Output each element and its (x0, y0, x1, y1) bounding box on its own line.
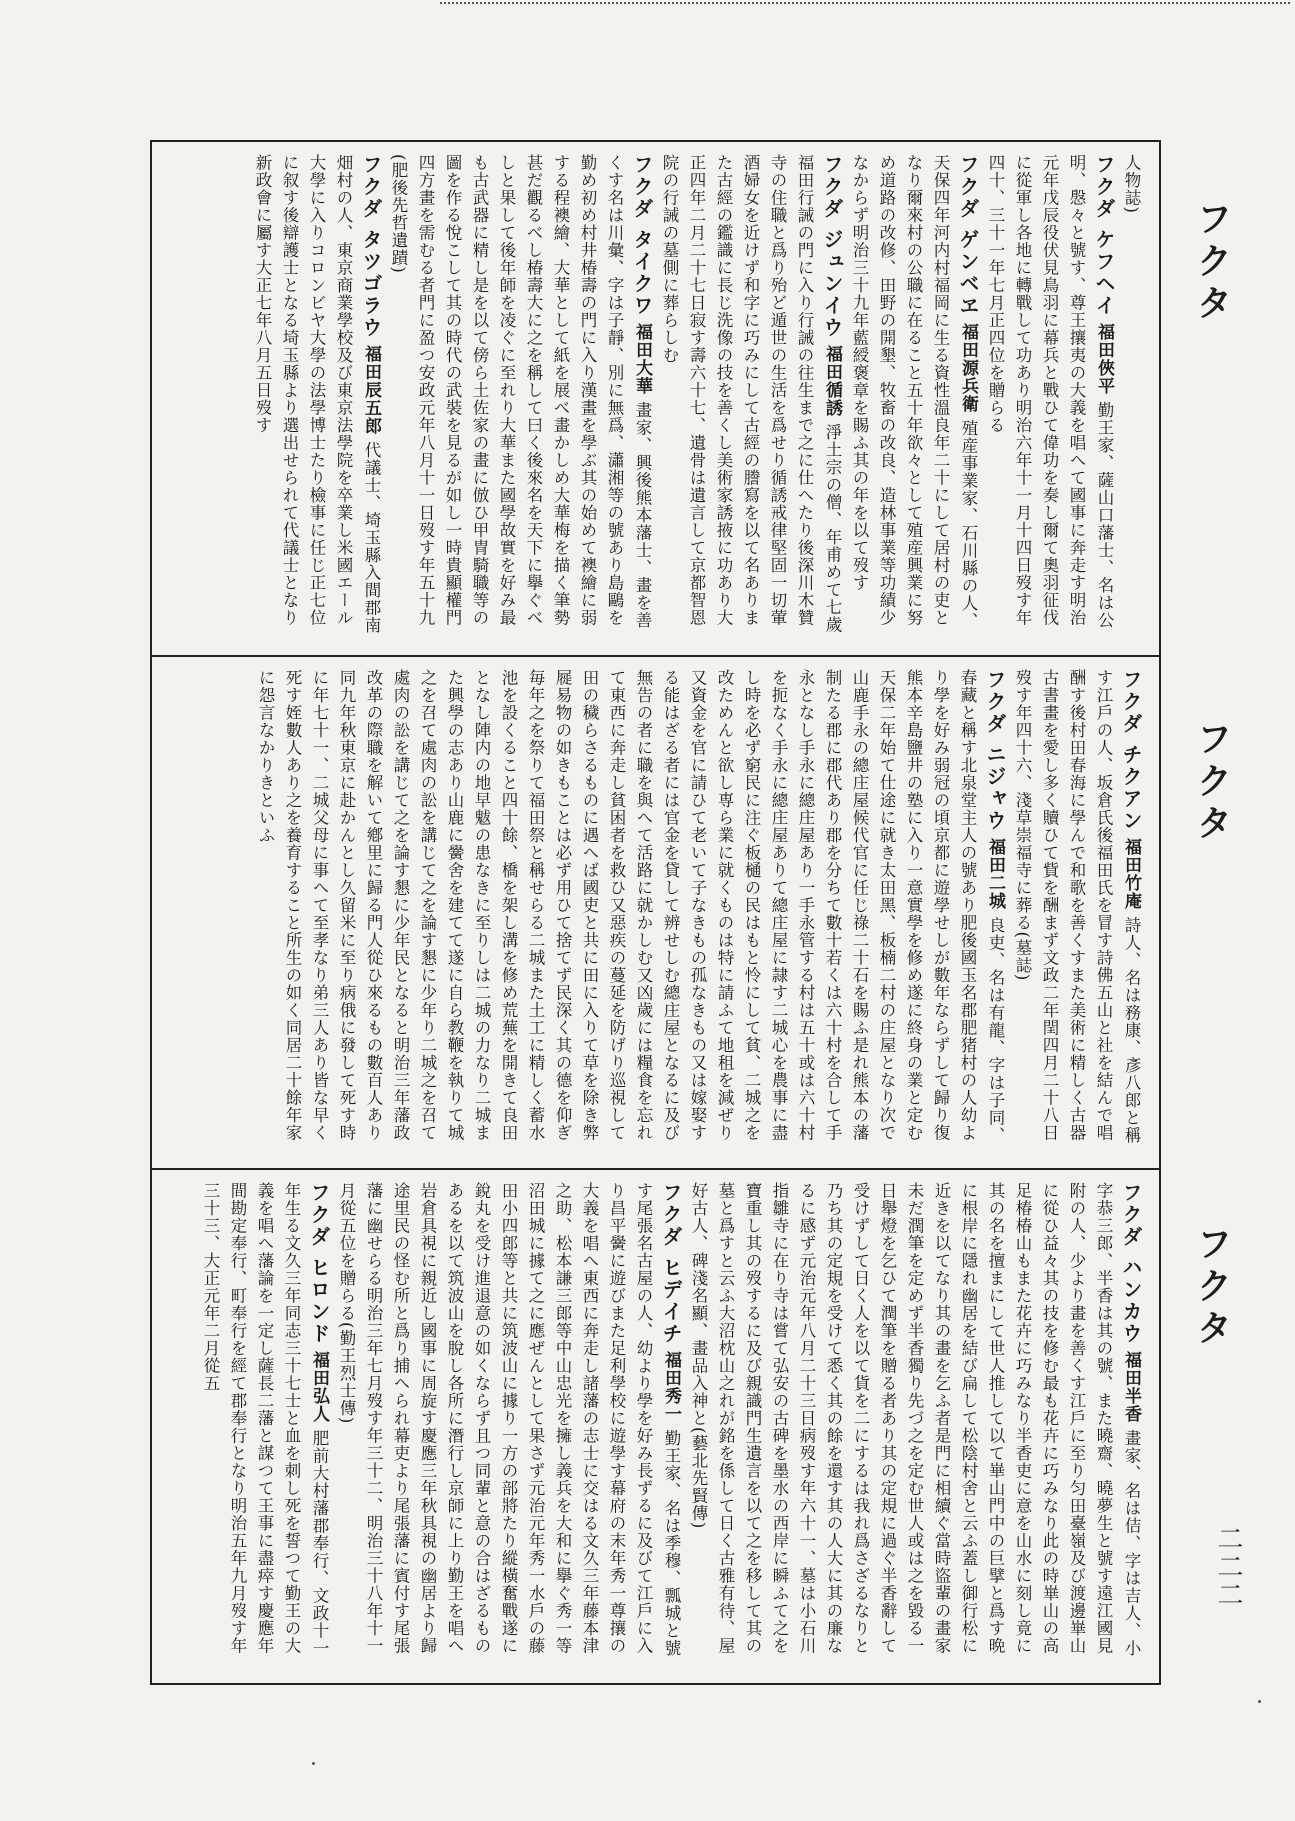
entry-fukuda-hideichi (333, 1182, 685, 1671)
entry-body: 淨土宗の僧、年甫めて七歲福田行誡の門に入り行誡の往生まで之に仕へたり後深川木贊寺の住職と爲り殆ど遁世の生活を爲せり循誘戒律堅固一切葷酒婦女を近けず和字に巧みにして古經の謄寫を以て名ありまた古經の鑑識に長じ洗像の技を善くし美術家誘掖に功あり大正四年二月二十七日寂す壽六十七、遺骨は遺言して京都智恩院の行誡の墓側に葬らしむ (660, 154, 842, 634)
entry-fukuda-nijou (252, 669, 1009, 1156)
entry-name: 福田竹庵 (1121, 838, 1141, 911)
entry-fukuda-taika (385, 154, 656, 643)
entry-body: 人物誌) (1122, 154, 1141, 214)
entry-heading: フクダ タイクワ (630, 154, 654, 317)
entry-name: 福田二城 (985, 838, 1005, 911)
running-head-top: フクタ (1191, 200, 1232, 326)
entry-name: 福田辰五郎 (361, 345, 381, 436)
entry-name: 福田半香 (1121, 1351, 1141, 1424)
entry-heading: フクダ ゲンベヱ (956, 154, 980, 317)
top-dotted-border (440, 2, 1290, 10)
entry-heading: フクダ ハンカウ (1119, 1182, 1143, 1345)
entry-continuation (1118, 154, 1145, 643)
band-bottom (152, 1170, 1159, 1683)
entry-body: 畫家、名は佶、字は吉人、小字恭三郎、半香は其の號、また曉齋、曉夢生と號す遠江國見附の人、少より畫を善くす江戶に至り匀田臺嶺及び渡邊崋山に從ひ益々其の技を修む最も花卉に巧みなり此の時崋山の高足椿椿山もまた花卉に巧みなり半香吏に意を山水に刻し竟に其の名を擅まにして世人推して以て崋山門中の巨擘と爲す晩に根岸に隱れ幽居を結び扁して松陰村舍と云ふ蓋し御行松に近きを以てなり其の畫を乞ふ者是門に相續ぐ當時盜輩の畫家未だ潤筆を定めず半香獨り先づ之を定む世人或は之を毀る一日舉燈を乞ひて潤筆を贈る者あり其の定規に過ぐ半香辭して受けずして日く人を以て貨を二にするは我れ爲さざるなりと乃ち其の定規を受けて悉く其の餘を還す其の人大に其の廉なるに感ず元治元年八月二十三日病歿す年六十一、墓は小石川指雛寺に在り寺は嘗て弘安の古碑を墨水の西岸に瞬ふて之を寶重し其の歿するに及び親識門生遺言を以て之を移して其の墓と爲すと云ふ大沼枕山之れが銘を係して日く古雅有待、屋好古人、碑淺名顯、畫品入神と(藝北先賢傳) (689, 1182, 1141, 1657)
running-head-bottom: フクタ (1191, 1225, 1232, 1351)
entry-fukuda-tatsugorou (249, 154, 385, 643)
entry-body: 殖産事業家、石川縣の人、天保四年河内村福岡に生る資性溫良年二十にして居村の吏となり爾來村の公職に在ること五十年欲々として殖産興業に努め道路の改修、田野の開墾、牧畜の改良、造林事業等功績少なからず明治三十九年藍綬褒章を賜ふ其の年を以て歿す (850, 154, 978, 630)
entry-body: 勤王家、薩山口藩士、名は公明、慇々と號す、尊王攘夷の大義を唱へて國事に奔走す明治元年戊辰役伏見鳥羽に幕兵と戰ひて偉功を奏し爾て奧羽征伐に從軍し各地に轉戰して功あり明治六年十一月十四日歿す年四十、三十一年七月正四位を贈らる (986, 154, 1114, 629)
entry-name: 福田弘人 (309, 1351, 329, 1424)
page-number: 二二二 (1213, 1525, 1243, 1609)
band-top-columns (166, 154, 1145, 643)
entry-heading: フクダ タツゴラウ (359, 154, 383, 339)
band-top (152, 142, 1159, 657)
entry-heading: フクダ ヒロンド (307, 1182, 331, 1345)
entry-body: 勤王家、名は季穆、瓢城と號す尾張名古屋の人、幼より學を好み長ずるに及びて江戶に入り昌平黌に遊びまた足利學校に遊學す幕府の末年秀一尊攘の大義を唱へ東西に奔走し諸藩の志士に交はる文久三年藤本津之助、松本謙三郎等中山忠光を擁し義兵を大和に擧ぐ秀一等沼田城に據て之に應ぜんとして果さず元治元年秀一水戶の藤田小四郎等と共に筑波山に據り一方の部將たり縱橫奮戰遂に銳丸を受け進退意の如くならず且つ同輩と意の合はざるものあるを以て筑波山を脫し各所に潛行し京師に上り勤王を唱へ岩倉具視に親近し國事に周旋す慶應三年秋具視の幽居より歸途里民の怪む所と爲り捕へられ幕吏より尾張藩に賓付す尾張藩に幽せらる明治三年七月歿す年三十二、明治三十八年十一月從五位を贈らる(勤王烈士傳) (337, 1182, 681, 1657)
entry-body: 肥前大村藩郡奉行、文政十一年生る文久三年同志三十七士と血を刺し死を誓つて勤王の大義を唱へ藩論を一定し薩長二藩と謀つて王事に盡瘁す慶應年間勘定奉行、町奉行を經て郡奉行となり明治五年九月歿す年三十三、大正元年二月從五 (201, 1182, 329, 1657)
band-middle (152, 657, 1159, 1170)
entry-heading: フクダ ヒデイチ (659, 1182, 683, 1345)
entry-heading: フクダ ジュンイウ (820, 154, 844, 339)
band-bottom-columns (166, 1182, 1145, 1671)
entry-fukuda-kyouhei (982, 154, 1118, 643)
text-frame (150, 140, 1161, 1685)
entry-fukuda-junyuu (656, 154, 846, 643)
entry-name: 福田大華 (632, 323, 652, 396)
entry-fukuda-hankou (685, 1182, 1145, 1671)
entry-fukuda-genbee (846, 154, 982, 643)
entry-name: 福田源兵衛 (958, 323, 978, 414)
paper-speck (312, 1762, 315, 1765)
entry-name: 福田秀一 (661, 1351, 681, 1424)
entry-name: 福田俠平 (1094, 323, 1114, 396)
entry-fukuda-chikuan (1009, 669, 1145, 1156)
running-head-middle: フクタ (1191, 720, 1232, 846)
paper-speck (1258, 1700, 1261, 1703)
entry-body: 良吏、名は有龍、字は子同、春藏と稱す北泉堂主人の號あり肥後國玉名郡肥猪村の人幼より學を好み弱冠の頃京都に遊學せしが數年ならずして歸り復熊本辛島鹽井の塾に入り一意實學を修め遂に終身の業と定む天保二年始て仕途に就き太田黑、板楠二村の庄屋となり次で山鹿手永の總庄屋候代官に任じ祿二十石を賜ふ是れ熊本の藩制たる郡に郡代あり郡を分ちて數十若くは六十村を合して手永となし手永に總庄屋あり一手永管する村は五十或は六十村を扼なく手永に總庄屋ありて總庄屋に隷す二城心を農事に盡し時を必ず窮民に注ぐ板樋の民はもと怜にして貧、二城之を改ためんと欲し専ら業に就くものは特に請ふて地租を減ぜり又資金を官に請ひて老いて子なきもの孤なきもの又は嫁娶する能はざる者には官金を貸して辨せしむ總庄屋となるに及び無告の者に職を與へて活路に就かしむ又凶歲には糧食を忘れて東西に奔走し貧困者を救ひ又惡疾の蔓延を防げり巡視して田の穢らさるものに遇へば國吏と共に田に入りて草を除き弊屣易物の如きもことは必ず用ひて捨てず民深く其の德を仰ぎ毎年之を祭りて福田祭と稱せらる二城また土工に精しく蓄水池を設くること四十餘、橋を架し溝を修め荒蕪を開きて良田となし陣内の地早魃の患なきに至りしは二城の力なり二城また興學の志あり山鹿に黌舍を建てて遂に自ら教鞭を執りて城之を召て處肉の訟を講じて之を論す懇に少年り二城之を召て處肉の訟を講じて之を論す懇に少年民となると明治三年藩政改革の際職を解いて鄕里に歸る門人從ひ來るもの數百人あり同九年秋東京に赴かんとし久留米に至り病俄に發して死す時に年七十一、二城父母に事へて至孝なり弟三人あり皆な早く死す姪數人あり之を養育すること所生の如く同居二十餘年家に怨言なかりきといふ (256, 669, 1005, 1144)
entry-fukuda-hirondo (197, 1182, 333, 1671)
entry-heading: フクダ ケフヘイ (1092, 154, 1116, 317)
entry-body: 詩人、名は務康、彥八郎と稱す江戶の人、坂倉氏後福田氏を冒す詩佛五山と社を結んで唱酬す後村田春海に學んで和歌を善くすまた美術に精しく古器古書畫を愛し多く贖ひて貲を酬まず文政二年閏四月二十八日歿す年四十六、淺草崇福寺に葬る(墓誌) (1013, 669, 1141, 1144)
entry-body: 代議士、埼玉縣入間郡南畑村の人、東京商業學校及び東京法學院を卒業し米國エール大學に入りコロンビヤ大學の法學博士たり檢事に任じ正七位に叙す後辯護士となる埼玉縣より選出せられて代議士となり新政會に屬す大正七年八月五日歿す (253, 154, 381, 634)
band-middle-columns (166, 669, 1145, 1156)
entry-heading: フクダ チクアン (1119, 669, 1143, 832)
entry-heading: フクダ ニジャウ (983, 669, 1007, 832)
entry-body: 畫家、興後熊本藩士、畫を善くす名は川彙、字は子靜、別に無爲、瀟湘等の號あり島鷗を勤め初め村井椿壽の門に入り漢畫を學ぶ其の始めて襖繪に弱する程襖繪、大華として紙を展べ畫かしめ大華梅を描く筆勢甚だ觀るべし椿壽大に之を稱して曰く後來名を天下に擧ぐべしと果して後年師を凌ぐに至れり大華また國學故實を好み最も古武器に精し是を以て傍ら土佐家の畫に倣ひ甲冑騎職等の圖を作る悅こして其の時代の武裝を見るが如し一時貴顯權門四方畫を需むる者門に盈つ安政元年八月十一日歿す年五十九(肥後先哲遺蹟) (389, 154, 652, 629)
entry-name: 福田循誘 (822, 345, 842, 418)
